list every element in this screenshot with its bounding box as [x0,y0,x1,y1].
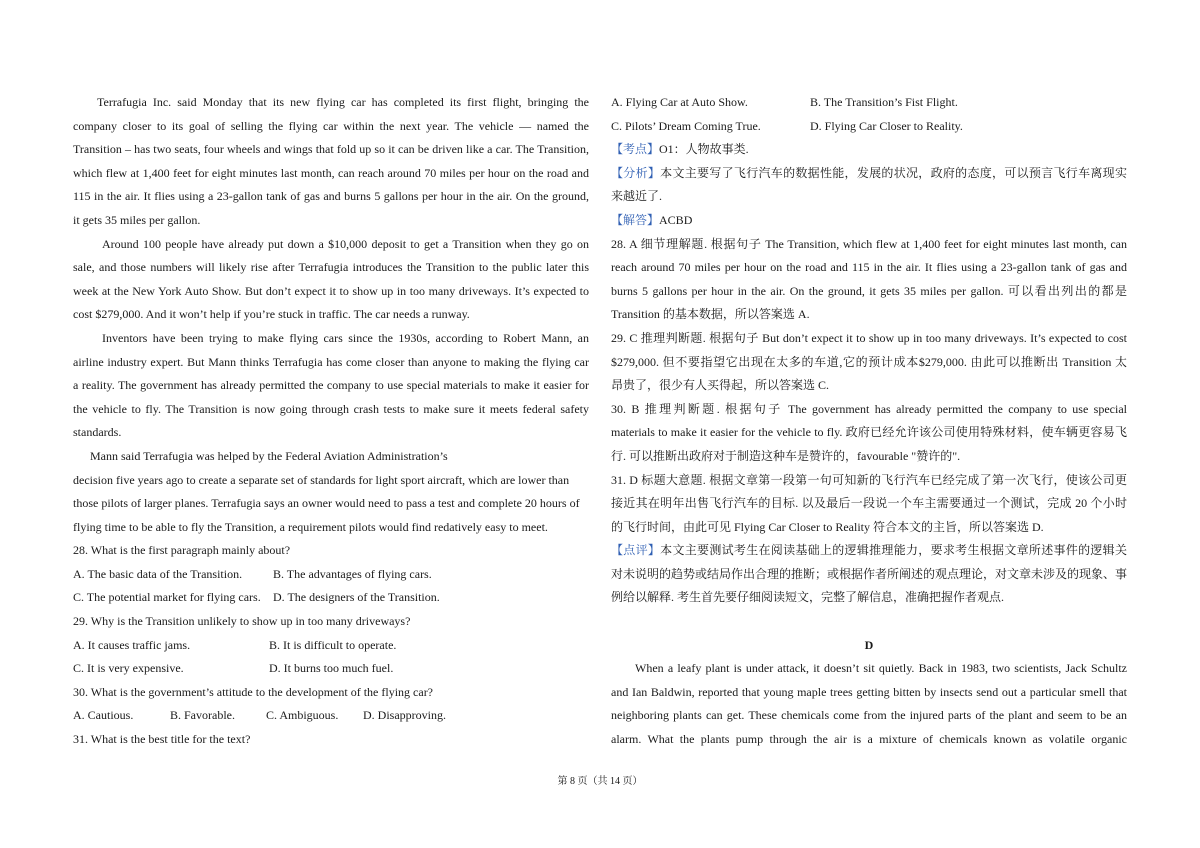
options-row [73,657,589,681]
question-28: 28. What is the first paragraph mainly about? [73,543,291,558]
text-line: 昂贵了，很少有人买得起，所以答案选 C. [611,378,830,393]
options-row [73,563,589,587]
text-line: it gets 35 miles per gallon. [73,212,201,227]
text-line: a reality. The government has already permitted the company to use special materials to make it easier for [73,378,589,393]
text-line: airline industry expert. But Mann thinks Terrafugia has come closer than anyone to making the flying car [73,354,589,369]
question-29: 29. Why is the Transition unlikely to show up in too many driveways? [73,614,411,629]
kaodian-line [611,138,1127,162]
option-28c: C. The potential market for flying cars. [73,590,261,605]
text-line: 29. C 推理判断题. 根据句子 But don’t expect it to show up in too many driveways. It’s expected to cost [611,330,1127,345]
options-row [611,91,1127,115]
text-line: Transition 的基本数据，所以答案选 A. [611,307,810,322]
text-line: materials to make it easier for the vehicle to fly. 政府已经允许该公司使用特殊材料，使车辆更容易飞 [611,425,1127,440]
jieda-text: ACBD [659,212,693,227]
text-line: 115 in the air. It flies using a 23-gallon tank of gas and burns 5 gallons per hour in the air. On the ground, [73,189,589,204]
options-row [73,586,589,610]
option-30a: A. Cautious. [73,708,134,723]
text-line: week at the New York Auto Show. But don’t expect it to show up in too many driveways. It’s expected to [73,283,589,298]
option-29d: D. It burns too much fuel. [269,661,394,676]
text-line: and Ian Baldwin, reported that young maple trees getting bitten by insects send out a particular smell that [611,684,1127,699]
text-line: 28. A 细节理解题. 根据句子 The Transition, which flew at 1,400 feet for eight minutes last month, can [611,236,1127,251]
section-heading: D [864,637,874,652]
text-line: reach around 70 miles per hour on the road and 115 in the air. It flies using a 23-gallon tank of gas and [611,260,1127,275]
options-row [73,634,589,658]
text-line: Around 100 people have already put down a $10,000 deposit to get a Transition when they go on [102,236,589,251]
option-30d: D. Disapproving. [363,708,446,723]
text-line: Inventors have been trying to make flying cars since the 1930s, according to Robert Mann, an [102,330,589,345]
text-line: 对未说明的趋势或结局作出合理的推断；或根据作者所阐述的观点理论，对文章未涉及的现象、事 [611,566,1127,581]
text-line: decision five years ago to create a separate set of standards for light sport aircraft, which are lower than [73,472,570,487]
left-column [73,91,589,752]
page-footer: 第 8 页（共 14 页） [557,776,643,787]
option-29b: B. It is difficult to operate. [269,637,397,652]
text-line: 行. 可以推断出政府对于制造这种车是赞许的，favourable "赞许的". [611,448,961,463]
option-31a: A. Flying Car at Auto Show. [611,95,748,109]
text-line: Transition – has two seats, four wheels and wings that fold up so it can be driven like a car. The Transition, [73,142,589,157]
fenxi-line [611,162,1127,186]
option-28b: B. The advantages of flying cars. [273,566,432,581]
text-line: standards. [73,425,122,440]
text-line: Terrafugia Inc. said Monday that its new flying car has completed its first flight, bringing the [97,95,589,109]
right-column [611,91,1127,752]
text-line: those pilots of larger planes. Terrafugia says an owner would need to pass a test and complete 20 hours of [73,496,580,511]
text-line: Mann said Terrafugia was helped by the Federal Aviation Administration’s [90,448,448,463]
text-line: cost $279,000. And it won’t help if you’re stuck in traffic. The car needs a runway. [73,307,470,322]
option-29c: C. It is very expensive. [73,661,184,676]
dianping-text: 本文主要测试考生在阅读基础上的逻辑推理能力，要求考生根据文章所述事件的逻辑关 [660,543,1127,558]
jieda-line [611,209,1127,233]
option-30c: C. Ambiguous. [266,708,339,723]
text-line: alarm. What the plants pump through the air is a mixture of chemicals known as volatile organic [611,732,1127,747]
dianping-tag: 【点评】 [611,543,661,558]
jieda-tag: 【解答】 [611,212,660,227]
text-line: 来越近了. [611,189,663,204]
text-line: neighboring plants can get. These chemicals come from the injured parts of the plant and seem to be an [611,708,1127,723]
text-line: flying time to be able to fly the Transition, a requirement pilots would find redatively easy to meet. [73,519,548,534]
kaodian-tag: 【考点】 [611,142,660,157]
text-line: 例给以解释. 考生首先要仔细阅读短文，完整了解信息，准确把握作者观点. [611,590,1005,605]
kaodian-text: O1：人物故事类. [659,142,749,157]
text-line: sale, and those numbers will likely rise after Terrafugia introduces the Transition to the public later this [73,260,589,275]
option-28d: D. The designers of the Transition. [273,590,440,605]
options-row [73,704,589,728]
option-30b: B. Favorable. [170,708,235,723]
text-line: $279,000. 但不要指望它出现在太多的车道,它的预计成本$279,000. 由此可以推断出 Transition 太 [611,354,1127,369]
options-row [611,115,1127,139]
option-28a: A. The basic data of the Transition. [73,566,243,581]
text-line: the vehicle to fly. The Transition is now going through crash tests to make sure it meets federal safety [73,401,589,416]
option-31c: C. Pilots’ Dream Coming True. [611,118,761,133]
fenxi-text: 本文主要写了飞行汽车的数据性能，发展的状况，政府的态度，可以预言飞行车离现实 [660,165,1127,180]
text-line: which flew at 1,400 feet for eight minutes last month, can reach around 70 miles per hour on the road and [73,165,589,180]
dianping-line [611,539,1127,563]
text-line: 30. B 推理判断题. 根据句子 The government has already permitted the company to use special [611,401,1127,416]
text-line: 的飞行时间，由此可见 Flying Car Closer to Reality 符合本文的主旨，所以答案选 D. [611,519,1044,534]
text-line: 接近其在明年出售飞行汽车的目标. 以及最后一段说一个车主需要通过一个测试，完成 20 个小时 [611,496,1127,511]
text-line: burns 5 gallons per hour in the air. On the ground, it gets 35 miles per gallon. 可以看出列出的都是 [611,283,1127,298]
option-31b: B. The Transition’s Fist Flight. [810,95,958,109]
option-29a: A. It causes traffic jams. [73,637,191,652]
option-31d: D. Flying Car Closer to Reality. [810,118,963,133]
question-30: 30. What is the government’s attitude to the development of the flying car? [73,684,434,699]
fenxi-tag: 【分析】 [611,165,661,180]
text-line: company closer to its goal of selling the flying car within the next year. The vehicle — named the [73,118,589,133]
text-line: 31. D 标题大意题. 根据文章第一段第一句可知新的飞行汽车已经完成了第一次飞行，使该公司更 [611,472,1127,487]
question-31: 31. What is the best title for the text? [73,732,251,747]
text-line: When a leafy plant is under attack, it doesn’t sit quietly. Back in 1983, two scientists, Jack Schultz [635,661,1127,676]
